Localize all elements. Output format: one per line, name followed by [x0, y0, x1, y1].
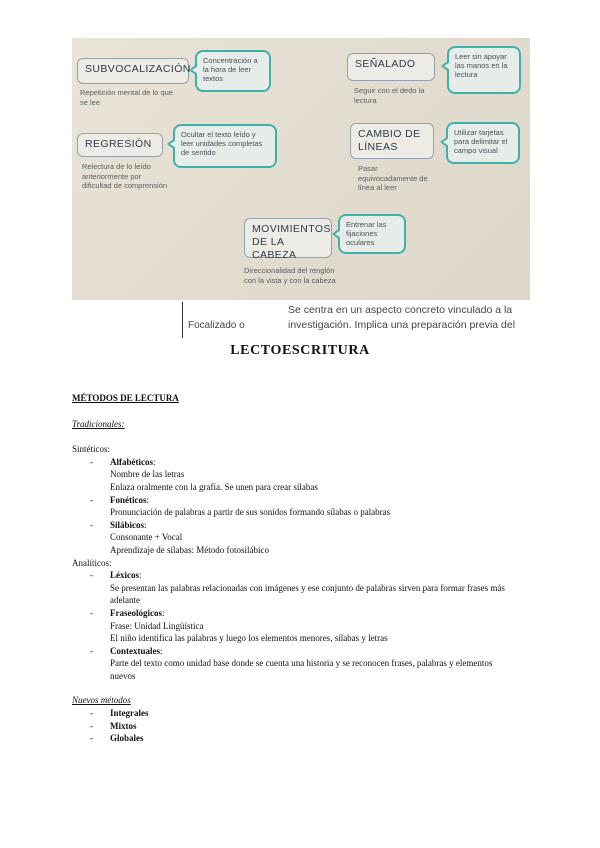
list-item-foneticos: - Fonéticos:	[90, 494, 150, 505]
subheading-nuevos: Nuevos métodos	[72, 695, 131, 706]
label-globales: Globales	[110, 733, 144, 744]
notes-body	[72, 392, 542, 745]
node-senalado: SEÑALADO	[347, 53, 435, 81]
list-item-contextuales: - Contextuales:	[90, 645, 163, 656]
node-subvocalizacion: SUBVOCALIZACIÓN	[77, 58, 189, 84]
bubble-cambio-lineas: Utilizar tarjetas para delimitar el campo visual	[446, 122, 520, 164]
text-line: Consonante + Vocal	[110, 532, 183, 543]
text-paragraph: Parte del texto como unidad base donde se cuenta una historia y se reconocen frases, palabras y elementos nuevos	[110, 658, 493, 681]
text-line: Frase: Unidad Lingüística	[110, 620, 204, 631]
list-item-silabicos: - Silábicos:	[90, 519, 147, 530]
label-lexicos: Léxicos	[110, 570, 139, 581]
list-item-alfabeticos: - Alfabéticos:	[90, 456, 156, 467]
group-sinteticos: Sintéticos:	[72, 444, 110, 455]
text-line: Pronunciación de palabras a partir de sus sonidos formando sílabas o palabras	[110, 507, 391, 518]
node-movimientos: MOVIMIENTOS DE LA CABEZA	[244, 218, 332, 258]
list-item-globales: - Globales	[90, 733, 144, 744]
text-line: Nombre de las letras	[110, 469, 185, 480]
subheading-tradicionales: Tradicionales:	[72, 418, 125, 429]
text-line: Enlaza oralmente con la grafía. Se unen para crear sílabas	[110, 481, 318, 492]
section-heading: MÉTODOS DE LECTURA	[72, 393, 179, 403]
label-foneticos: Fonéticos	[110, 494, 147, 505]
node-regresion: REGRESIÓN	[77, 133, 163, 157]
text-line: El niño identifica las palabras y luego los elementos menores, sílabas y letras	[110, 633, 388, 644]
label-silabicos: Silábicos	[110, 519, 145, 530]
label-contextuales: Contextuales	[110, 645, 160, 656]
diagram-photo	[72, 38, 530, 300]
note-movimientos: Direccionalidad del renglón con la vista y con la cabeza	[244, 266, 336, 285]
text-paragraph: Se presentan las palabras relacionadas con imágenes y ese conjunto de palabras sirven para formar frases más adelante	[110, 582, 505, 606]
node-cambio-lineas: CAMBIO DE LÍNEAS	[350, 123, 434, 159]
label-mixtos: Mixtos	[110, 720, 137, 731]
list-item-lexicos: - Léxicos:	[90, 570, 142, 581]
label-integrales: Integrales	[110, 708, 149, 719]
table-label: Focalizado o	[188, 320, 245, 331]
bubble-subvocalizacion: Concentración a la hora de leer textos	[195, 50, 271, 92]
text-line: Aprendizaje de sílabas: Método fotosilábico	[110, 544, 269, 555]
list-item-integrales: - Integrales	[90, 708, 149, 719]
table-border	[182, 302, 183, 338]
list-item-fraseologicos: - Fraseológicos:	[90, 607, 165, 618]
bubble-regresion: Ocultar el texto leído y leer unidades completas de sentido	[173, 124, 277, 168]
bubble-senalado: Leer sin apoyar las manos en la lectura	[447, 46, 521, 94]
note-subvocalizacion: Repetición mental de lo que se lee	[80, 88, 173, 107]
note-cambio-lineas: Pasar equivocadamente de línea al leer	[358, 164, 428, 192]
label-fraseologicos: Fraseológicos	[110, 607, 162, 618]
page-title: LECTOESCRITURA	[230, 343, 370, 358]
group-analiticos: Analíticos:	[72, 557, 112, 568]
label-alfabeticos: Alfabéticos	[110, 456, 153, 467]
list-item-mixtos: - Mixtos	[90, 720, 137, 731]
bubble-movimientos: Entrenar las fijaciones oculares	[338, 214, 406, 254]
note-senalado: Seguir con el dedo la lectura	[354, 86, 425, 105]
table-description: Se centra en un aspecto concreto vinculado a la investigación. Implica una preparación previa del	[288, 304, 516, 331]
note-regresion: Relectura de lo leído anteriormente por dificultad de comprensión	[82, 162, 168, 190]
